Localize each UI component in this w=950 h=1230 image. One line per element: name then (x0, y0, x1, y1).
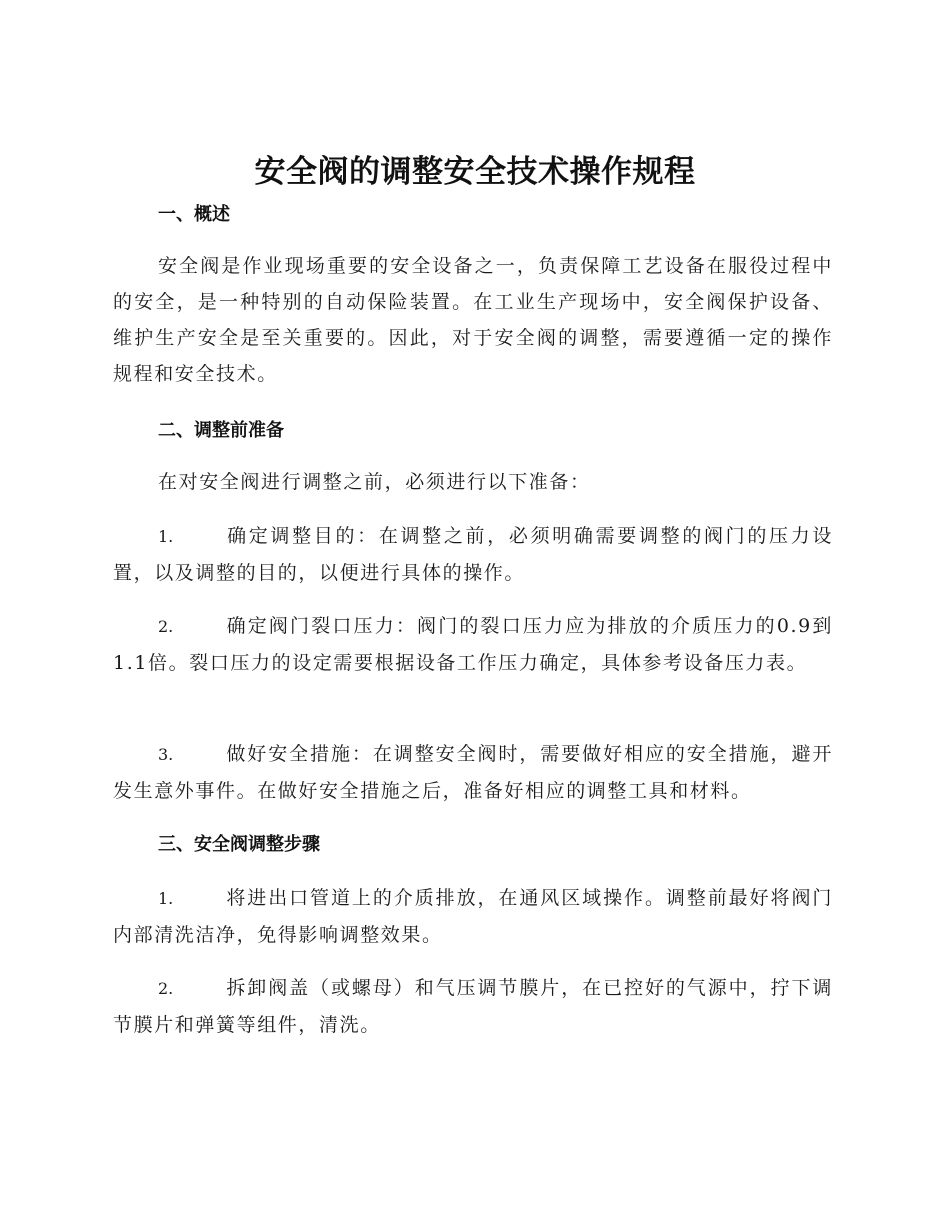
list-number: 2. (158, 979, 174, 998)
list-number: 2. (158, 617, 174, 636)
section-heading-preparation: 二、调整前准备 (158, 420, 284, 441)
preparation-item (113, 736, 833, 809)
list-item-text: 拆卸阀盖（或螺母）和气压调节膜片，在已控好的气源中，拧下调节膜片和弹簧等组件，清洗。 (113, 977, 833, 1036)
list-number: 3. (158, 745, 174, 764)
preparation-item (113, 518, 833, 591)
step-item (113, 970, 833, 1043)
section-heading-steps: 三、安全阀调整步骤 (158, 834, 320, 855)
list-item-text: 将进出口管道上的介质排放，在通风区域操作。调整前最好将阀门内部清洗洁净，免得影响调整效果。 (113, 887, 833, 946)
list-number: 1. (158, 889, 174, 908)
list-item-text: 确定调整目的：在调整之前，必须明确需要调整的阀门的压力设置，以及调整的目的，以便进行具体的操作。 (113, 525, 833, 584)
list-number: 1. (158, 527, 174, 546)
list-item-text: 做好安全措施：在调整安全阀时，需要做好相应的安全措施，避开发生意外事件。在做好安全措施之后，准备好相应的调整工具和材料。 (113, 743, 833, 802)
list-item-text: 确定阀门裂口压力：阀门的裂口压力应为排放的介质压力的0.9到1.1倍。裂口压力的设定需要根据设备工作压力确定，具体参考设备压力表。 (113, 615, 833, 674)
step-item (113, 880, 833, 953)
preparation-item (113, 608, 833, 681)
preparation-intro: 在对安全阀进行调整之前，必须进行以下准备： (158, 471, 591, 493)
overview-paragraph: 安全阀是作业现场重要的安全设备之一，负责保障工艺设备在服役过程中的安全，是一种特别的自动保险装置。在工业生产现场中，安全阀保护设备、维护生产安全是至关重要的。因此，对于安全阀的调整，需要遵循一定的操作规程和安全技术。 (113, 255, 833, 385)
section-heading-overview: 一、概述 (158, 204, 230, 225)
document-title: 安全阀的调整安全技术操作规程 (254, 154, 696, 190)
